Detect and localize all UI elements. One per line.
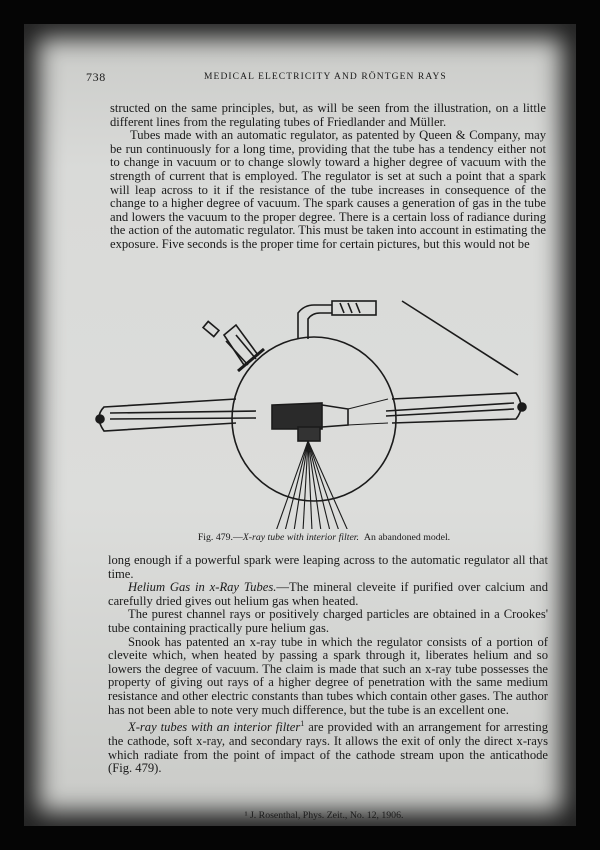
paragraph-continuation-2: long enough if a powerful spark were leaping across to the automatic regulator all that time.	[108, 553, 548, 581]
page-number: 738	[86, 70, 106, 84]
paragraph-helium-gas	[108, 581, 548, 608]
interior-filter-text: are provided with an arrangement for arresting the cathode, soft x-ray, and secondary rays. It allows the exit of only the direct x-rays which radiate from the point of impact of the cathode stream upon the anticathode (Fig. 479).	[108, 720, 548, 776]
caption-rest: An abandoned model.	[363, 532, 451, 543]
bottom-text-block	[108, 554, 548, 776]
paragraph-continuation: structed on the same principles, but, as will be seen from the illustration, on a little different lines from the regulating tubes of Friedlander and Müller.	[110, 101, 546, 129]
paragraph-interior-filter	[108, 717, 548, 776]
paragraph-channel-rays: The purest channel rays or positively charged particles are obtained in a Crookes' tube containing practically pure helium gas.	[108, 607, 548, 635]
helium-heading: Helium Gas in x-Ray Tubes.	[128, 580, 277, 595]
figure-xray-tube	[86, 299, 562, 529]
interior-filter-heading: X-ray tubes with an interior filter	[128, 720, 301, 735]
caption-italic: X-ray tube with interior filter.	[242, 532, 359, 543]
paragraph-snook: Snook has patented an x-ray tube in which the regulator consists of a portion of cleveite which, when heated by passing a spark through it, liberates helium and so lowers the degree of vacuum. The claim is made that such an x-ray tube possesses the property of giving out rays of a higher degree of penetration with the same medium resistance and other electric constants than tubes which contain other gases. The author has not been able to note very much difference, but the tube is an excellent one.	[108, 634, 548, 717]
top-text-block	[110, 102, 546, 252]
helium-text: —The mineral cleveite if purified over calcium and carefully dried gives out helium gas when heated.	[108, 580, 548, 608]
photo-frame	[24, 24, 576, 826]
xray-tube-illustration	[86, 299, 562, 529]
paragraph-automatic-regulator: Tubes made with an automatic regulator, as patented by Queen & Company, may be run continuously for a long time, providing that the tube has a tendency either not to change in vacuum or to change slowly toward a higher degree of vacuum with the strength of current that is employed. The regulator is set at such a point that a spark will leap across to it if the resistance of the tube increases in consequence of the change to a higher degree of vacuum. The spark causes a generation of gas in the tube and lowers the vacuum to the proper degree. There is a certain loss of radiance during the action of the automatic regulator. This must be taken into account in estimating the exposure. Five seconds is the proper time for certain pictures, but this would not be	[110, 128, 546, 251]
running-title: MEDICAL ELECTRICITY AND RÖNTGEN RAYS	[204, 72, 447, 82]
figure-caption	[86, 532, 562, 543]
caption-label: Fig. 479.—	[197, 532, 243, 543]
book-page	[86, 64, 562, 834]
footnote-marker: 1	[300, 719, 305, 729]
footnote: ¹ J. Rosenthal, Phys. Zeit., No. 12, 1906.	[244, 810, 404, 821]
page-header	[86, 64, 562, 84]
